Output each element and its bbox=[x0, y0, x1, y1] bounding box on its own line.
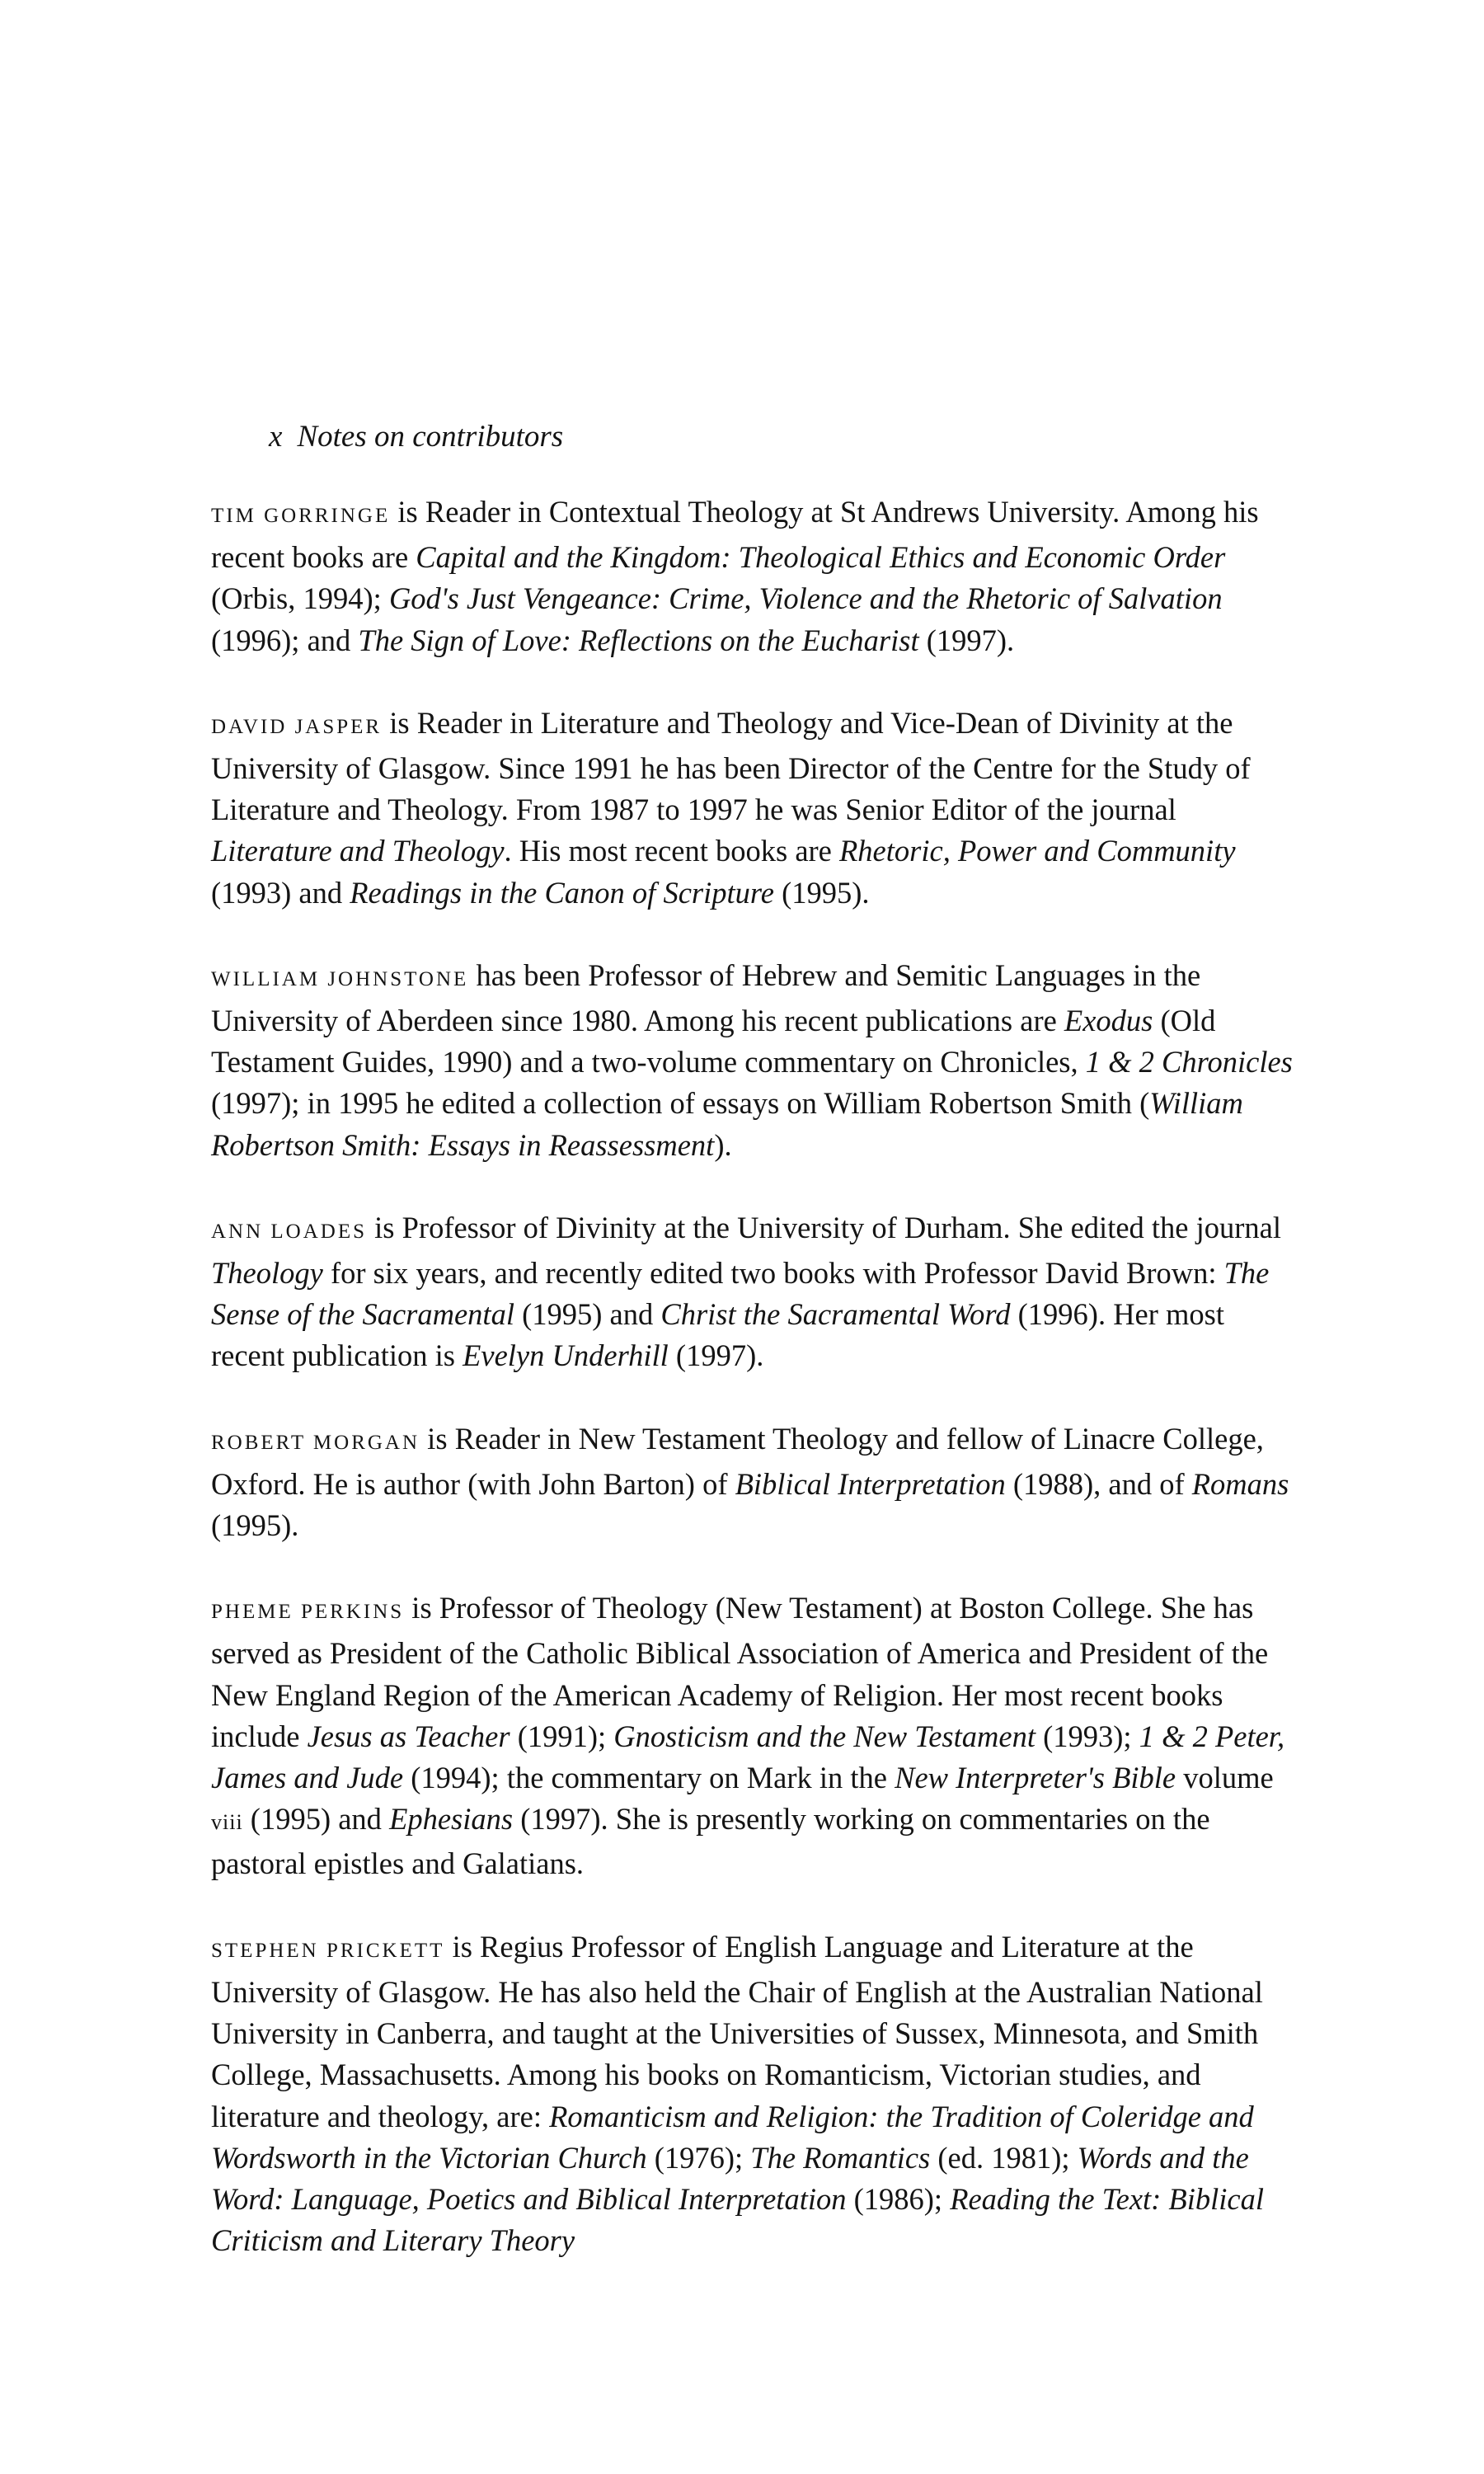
bio-text: is Regius Professor of English Language and Literature at the University of Glasgow. He has also held the Chair of English at the Australian National University in Canberra, and taught at the Universities of Sussex, Minnesota, and Smith College, Massachusetts. Among his books on Romanticism, Victorian studies, and literature and theology, are: bbox=[211, 1929, 1263, 2133]
work-title: God's Just Vengeance: Crime, Violence and the Rhetoric of Salvation bbox=[388, 581, 1223, 616]
bio-text: (Old Testament Guides, 1990) and a two-volume commentary on Chronicles, bbox=[211, 1004, 1216, 1079]
bio-text: is Reader in Contextual Theology at St Andrews University. Among his recent books are bbox=[211, 495, 1259, 575]
contributor-pheme-perkins bbox=[211, 1587, 1299, 1884]
bio-text: (1993) and bbox=[211, 875, 350, 910]
work-title: Biblical Interpretation bbox=[735, 1466, 1006, 1501]
work-title: The Sign of Love: Reflections on the Eucharist bbox=[358, 623, 919, 657]
contributor-william-johnstone bbox=[211, 955, 1299, 1166]
work-title: Theology bbox=[211, 1256, 323, 1291]
bio-text: (1997). bbox=[918, 623, 1015, 657]
contributor-ann-loades bbox=[211, 1207, 1299, 1377]
bio-text: is Professor of Divinity at the University of Durham. She edited the journal bbox=[367, 1210, 1282, 1244]
work-title: Words and the Word: Language, Poetics and Biblical Interpretation bbox=[211, 2140, 1249, 2216]
bio-text: (1995) and bbox=[514, 1297, 661, 1332]
contributor-name: ROBERT MORGAN bbox=[211, 1431, 420, 1454]
bio-text: (1997); in 1995 he edited a collection of essays on William Robertson Smith ( bbox=[211, 1086, 1150, 1121]
work-title: The Romantics bbox=[750, 2140, 931, 2175]
work-title: William Robertson Smith: Essays in Reassessment bbox=[211, 1086, 1243, 1162]
contributors-list bbox=[211, 492, 1299, 2302]
bio-text: (1996). Her most recent publication is bbox=[211, 1297, 1225, 1373]
bio-text: for six years, and recently edited two books with Professor David Brown: bbox=[322, 1256, 1224, 1291]
bio-text: (1997). bbox=[668, 1338, 764, 1373]
bio-text: has been Professor of Hebrew and Semitic Languages in the University of Aberdeen since 1980. Among his recent publications are bbox=[211, 957, 1201, 1038]
bio-text: (1988), and of bbox=[1005, 1466, 1192, 1501]
work-title: Reading the Text: Biblical Criticism and Literary Theory bbox=[211, 2181, 1264, 2258]
work-title: Rhetoric, Power and Community bbox=[839, 834, 1236, 868]
bio-text: (1995). bbox=[773, 875, 870, 910]
bio-text: (Orbis, 1994); bbox=[211, 581, 389, 616]
bio-text: (ed. 1981); bbox=[930, 2140, 1078, 2175]
work-title: Capital and the Kingdom: Theological Ethics and Economic Order bbox=[416, 540, 1226, 575]
contributor-david-jasper bbox=[211, 703, 1299, 914]
bio-text: is Reader in New Testament Theology and fellow of Linacre College, Oxford. He is author (with John Barton) of bbox=[211, 1421, 1264, 1501]
bio-text: is Professor of Theology (New Testament) at Boston College. She has served as President of the Catholic Biblical Association of America and President of the New England Region of the American Academy of Religion. Her most recent books include bbox=[211, 1591, 1269, 1753]
work-title: Gnosticism and the New Testament bbox=[613, 1719, 1036, 1753]
running-title: Notes on contributors bbox=[297, 420, 564, 454]
work-title: Ephesians bbox=[389, 1802, 514, 1837]
bio-text: . His most recent books are bbox=[504, 834, 840, 868]
work-title: New Interpreter's Bible bbox=[895, 1761, 1176, 1795]
page-number: x bbox=[269, 420, 283, 454]
bio-text: (1986); bbox=[846, 2181, 951, 2216]
work-title: The Sense of the Sacramental bbox=[211, 1256, 1270, 1332]
work-title: 1 & 2 Peter, James and Jude bbox=[211, 1719, 1285, 1795]
work-title: Jesus as Teacher bbox=[307, 1719, 510, 1753]
bio-text: (1976); bbox=[646, 2140, 751, 2175]
contributor-name: STEPHEN PRICKETT bbox=[211, 1939, 445, 1962]
contributor-name: PHEME PERKINS bbox=[211, 1601, 405, 1624]
contributor-name: DAVID JASPER bbox=[211, 715, 383, 738]
contributor-name: WILLIAM JOHNSTONE bbox=[211, 967, 469, 990]
bio-text: viii bbox=[211, 1810, 243, 1835]
bio-text: ). bbox=[714, 1127, 732, 1162]
bio-text: (1995). bbox=[211, 1508, 299, 1543]
bio-text: (1993); bbox=[1035, 1719, 1139, 1753]
contributor-robert-morgan bbox=[211, 1418, 1299, 1547]
work-title: Romanticism and Religion: the Tradition of Coleridge and Wordsworth in the Victorian Church bbox=[211, 2099, 1254, 2175]
work-title: Romans bbox=[1191, 1466, 1289, 1501]
contributor-name: ANN LOADES bbox=[211, 1220, 368, 1243]
contributor-tim-gorringe bbox=[211, 492, 1299, 661]
bio-text: (1991); bbox=[510, 1719, 614, 1753]
bio-text: volume bbox=[1176, 1761, 1274, 1795]
work-title: Christ the Sacramental Word bbox=[660, 1297, 1011, 1332]
bio-text: is Reader in Literature and Theology and Vice-Dean of Divinity at the University of Glasgow. Since 1991 he has been Director of the Centre for the Study of Literature and Theology. From 1987 to 1997 he was Senior Editor of the journal bbox=[211, 705, 1251, 827]
bio-text: (1997). She is presently working on commentaries on the pastoral epistles and Galatians. bbox=[211, 1802, 1210, 1881]
work-title: 1 & 2 Chronicles bbox=[1085, 1045, 1293, 1079]
contributor-stephen-prickett bbox=[211, 1926, 1299, 2262]
work-title: Literature and Theology bbox=[211, 834, 505, 868]
contributor-name: TIM GORRINGE bbox=[211, 505, 391, 527]
work-title: Exodus bbox=[1064, 1004, 1153, 1038]
running-header bbox=[269, 416, 563, 458]
bio-text: (1996); and bbox=[211, 623, 359, 657]
bio-text: (1995) and bbox=[242, 1802, 390, 1837]
bio-text: (1994); the commentary on Mark in the bbox=[403, 1761, 895, 1795]
work-title: Evelyn Underhill bbox=[463, 1338, 669, 1373]
work-title: Readings in the Canon of Scripture bbox=[350, 875, 774, 910]
